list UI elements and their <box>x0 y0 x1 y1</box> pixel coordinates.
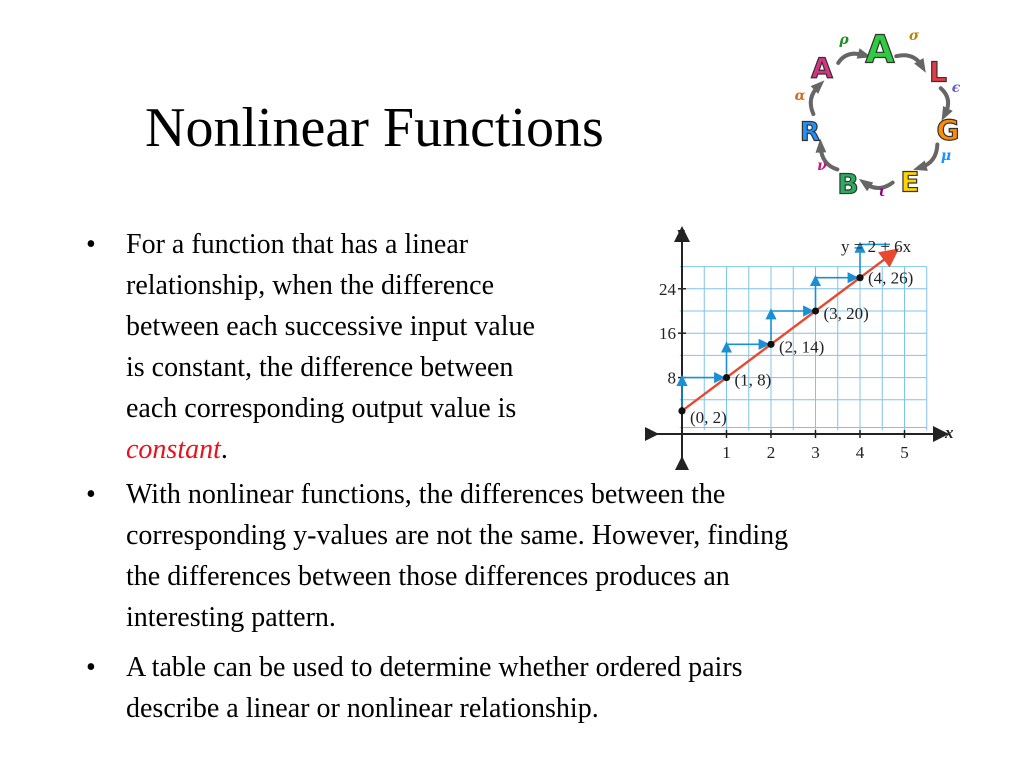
emphasis-suffix: . <box>220 434 228 465</box>
logo-greek-letter: α <box>794 88 806 104</box>
logo-greek-letter: ν <box>817 158 827 174</box>
x-tick-label: 4 <box>855 443 865 462</box>
y-axis-title: y <box>677 223 685 242</box>
logo-letter: A <box>865 27 895 72</box>
data-point <box>678 407 685 414</box>
logo-letter: A <box>811 51 833 85</box>
algebra-logo <box>780 10 980 210</box>
logo-letter: G <box>936 113 960 147</box>
x-tick-label: 5 <box>900 443 909 462</box>
emphasis-word: constant <box>126 434 221 465</box>
bullet-line: A table can be used to determine whether ordered pairs <box>126 652 743 683</box>
x-axis-title: x <box>945 423 954 442</box>
logo-letter: B <box>837 167 859 201</box>
bullet-line: For a function that has a linear <box>126 229 469 260</box>
y-tick-label: 24 <box>659 279 676 299</box>
data-point <box>812 307 819 314</box>
bullet-line: corresponding y-values are not the same. However, finding <box>126 520 789 551</box>
bullet-line: interesting pattern. <box>126 602 336 633</box>
logo-greek-letter: ϵ <box>951 80 961 96</box>
point-label: (2, 14) <box>779 337 825 357</box>
cycle-arrowhead <box>859 179 873 191</box>
bullet-glyph: • <box>86 479 96 510</box>
y-tick-label: 16 <box>659 324 676 344</box>
point-label: (1, 8) <box>734 370 772 390</box>
bullet-line: relationship, when the difference <box>126 270 495 301</box>
bullet-line: the differences between those differences produces an <box>126 561 730 592</box>
slide-title: Nonlinear Functions <box>145 97 604 159</box>
logo-greek-letter: μ <box>940 148 952 164</box>
bullet-line: With nonlinear functions, the differences between the <box>126 479 726 510</box>
logo-greek-letter: σ <box>908 28 920 44</box>
bullet-line: is constant, the difference between <box>126 352 514 383</box>
bullet-line: each corresponding output value is <box>126 393 517 424</box>
point-label: (0, 2) <box>690 407 727 427</box>
point-label: (3, 20) <box>823 304 869 323</box>
bullet-line: between each successive input value <box>126 311 535 342</box>
linear-function-chart <box>645 222 965 470</box>
bullet-glyph: • <box>86 229 96 260</box>
data-point <box>767 341 774 348</box>
logo-letter: L <box>929 55 947 89</box>
x-tick-label: 1 <box>722 443 731 462</box>
logo-letter: E <box>900 165 920 199</box>
bullet-glyph: • <box>86 652 96 683</box>
logo-greek-letter: ρ <box>839 32 849 48</box>
data-point <box>856 274 863 281</box>
point-label: (4, 26) <box>868 268 914 288</box>
x-tick-label: 3 <box>811 443 820 462</box>
equation-label: y = 2 + 6x <box>841 237 912 256</box>
bullet-line-emphasis <box>126 429 535 470</box>
bullet-line: describe a linear or nonlinear relationship. <box>126 693 599 724</box>
logo-letter: R <box>799 117 821 148</box>
y-tick-label: 8 <box>667 368 676 388</box>
data-point <box>723 374 730 381</box>
x-tick-label: 2 <box>766 443 776 462</box>
logo-greek-letter: ι <box>878 184 886 200</box>
